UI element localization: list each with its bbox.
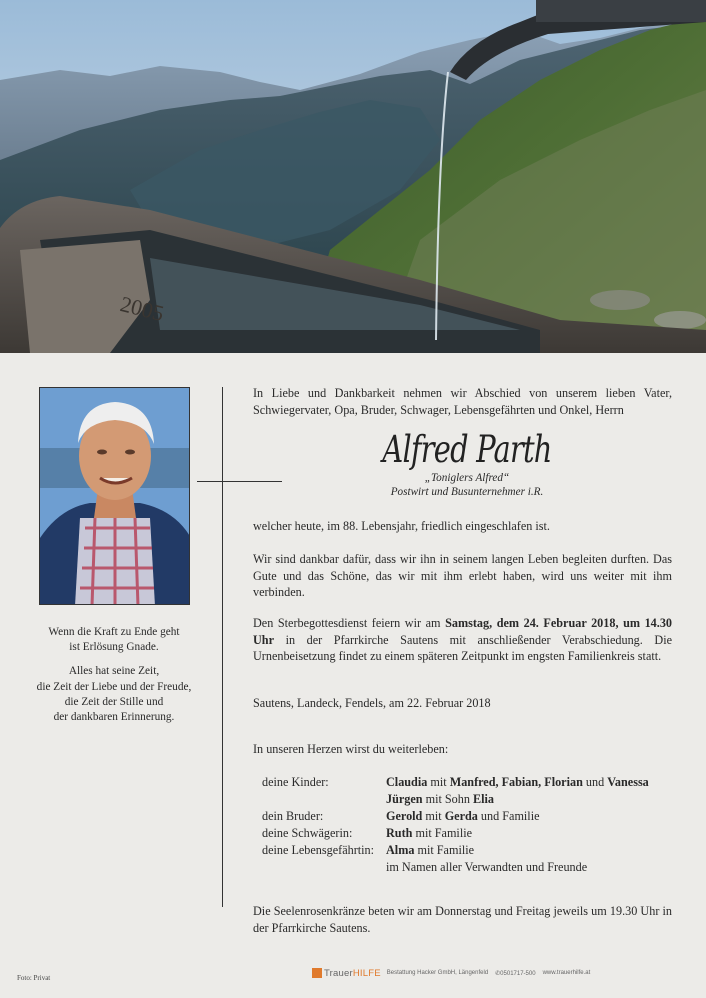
- cross-horizontal: [197, 481, 282, 482]
- poem-line: die Zeit der Stille und: [64, 695, 164, 708]
- deceased-nickname: „Toniglers Alfred“: [424, 472, 510, 484]
- rosary-text: Die Seelenrosenkränze beten wir am Donnerstag und Freitag jeweils um 19.30 Uhr in der Pfarrkirche Sautens.: [253, 904, 672, 935]
- poem: [14, 625, 214, 725]
- trough-carving-year: 2005: [117, 291, 167, 327]
- poem-line: die Zeit der Liebe und der Freude,: [36, 680, 192, 693]
- mourner-names: Ruth mit Familie: [386, 826, 473, 840]
- poem-line: Wenn die Kraft zu Ende geht: [48, 626, 180, 638]
- service-post: in der Pfarrkirche Sautens mit anschließender Verabschiedung. Die Urnenbeisetzung findet zu einem späteren Zeitpunkt im engsten Familienkreis statt.: [253, 632, 672, 664]
- poem-line: der dankbaren Erinnerung.: [53, 711, 175, 724]
- trauerhilfe-logo-icon: [312, 968, 322, 978]
- footer-company: Bestattung Hacker GmbH, Längenfeld: [386, 970, 489, 976]
- mourner-names: Alma mit Familie: [386, 843, 475, 857]
- mourner-role: deine Lebensgefährtin:: [262, 843, 375, 857]
- mourner-names: im Namen aller Verwandten und Freunde: [386, 860, 588, 874]
- footer-web-link[interactable]: www.trauerhilfe.at: [542, 970, 591, 976]
- footer-logo: TrauerHILFE: [324, 967, 381, 979]
- portrait-illustration: [40, 388, 190, 605]
- place-date: Sautens, Landeck, Fendels, am 22. Februar 2018: [253, 696, 491, 710]
- poem-line: Alles hat seine Zeit,: [68, 665, 160, 678]
- service-pre: Den Sterbegottesdienst feiern wir am: [253, 616, 446, 630]
- footer: [312, 967, 597, 979]
- service-text: [253, 615, 672, 665]
- hearts-text: In unseren Herzen wirst du weiterleben:: [253, 742, 449, 756]
- portrait-photo: [39, 387, 190, 605]
- intro-text: In Liebe und Dankbarkeit nehmen wir Abschied von unserem lieben Vater, Schwiegervater, Opa, Bruder, Schwager, Lebensgefährten und Onkel, Herrn: [253, 386, 672, 417]
- landscape-illustration: [0, 0, 706, 353]
- mourner-names: Jürgen mit Sohn Elia: [386, 792, 495, 806]
- header-landscape-image: [0, 0, 706, 353]
- mourner-names: Gerold mit Gerda und Familie: [386, 809, 540, 823]
- mourner-role: deine Schwägerin:: [262, 826, 353, 840]
- passing-text: welcher heute, im 88. Lebensjahr, friedlich eingeschlafen ist.: [253, 519, 550, 533]
- footer-phone: ✆0501717-500: [495, 970, 536, 977]
- deceased-occupation: Postwirt und Busunternehmer i.R.: [390, 486, 544, 498]
- cross-vertical: [222, 387, 223, 907]
- mourner-role: deine Kinder:: [262, 775, 329, 789]
- poem-line: ist Erlösung Gnade.: [69, 641, 159, 654]
- photo-credit: Foto: Privat: [17, 974, 51, 982]
- deceased-name: Alfred Parth: [382, 428, 552, 471]
- gratitude-text: Wir sind dankbar dafür, dass wir ihn in seinem langen Leben begleiten durften. Das Gute und das Schöne, das wir mit ihm erlebt haben, wird uns weiter mit ihm verbinden.: [253, 552, 672, 600]
- mourner-role: dein Bruder:: [262, 809, 324, 823]
- mourner-names: Claudia mit Manfred, Fabian, Florian und Vanessa: [386, 775, 649, 789]
- service-date: Samstag, dem 24. Februar 2018, um 14.30 Uhr: [253, 616, 673, 647]
